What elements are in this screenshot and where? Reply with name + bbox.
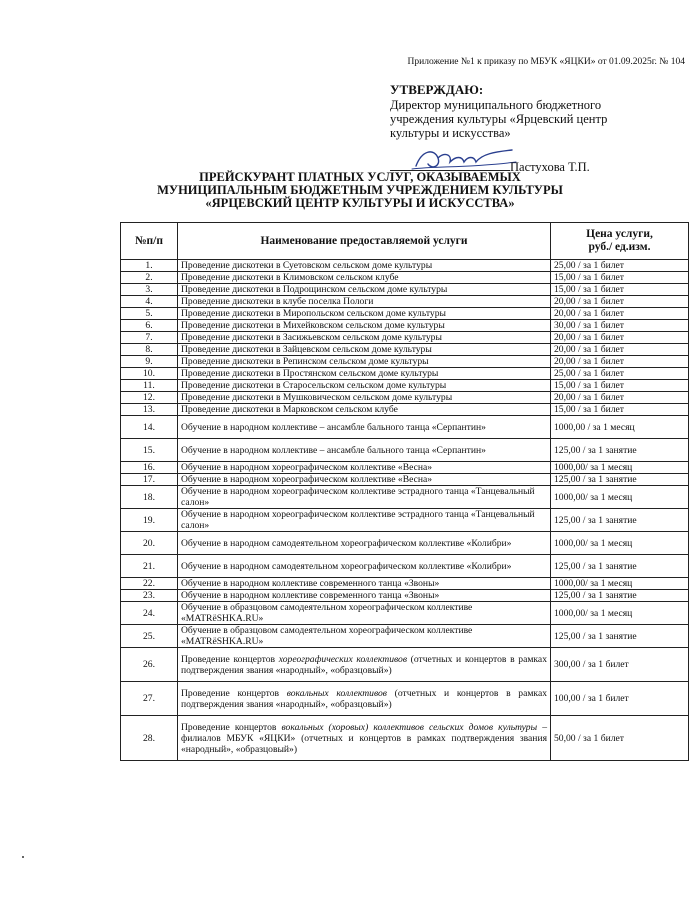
row-price: 125,00 / за 1 занятие xyxy=(551,439,689,462)
row-name-post: (отчетных и концертов в рамках подтверждения звания «народный», «образцовый») xyxy=(181,653,547,676)
row-number: 1. xyxy=(121,260,178,272)
table-row xyxy=(121,625,689,648)
row-service-name: Проведение дискотеки в Подрощинском сельском доме культуры xyxy=(178,284,551,296)
row-service-name: Проведение дискотеки в клубе поселка Пологи xyxy=(178,296,551,308)
table-row xyxy=(121,332,689,344)
row-price: 100,00 / за 1 билет xyxy=(551,682,689,716)
row-price: 50,00 / за 1 билет xyxy=(551,716,689,761)
row-service-name: Проведение дискотеки в Климовском сельском клубе xyxy=(178,272,551,284)
row-price: 15,00 / за 1 билет xyxy=(551,404,689,416)
row-price: 1000,00 / за 1 месяц xyxy=(551,416,689,439)
row-number: 18. xyxy=(121,486,178,509)
row-service-name: Обучение в образцовом самодеятельном хореографическом коллективе «MATRёSHKA.RU» xyxy=(178,602,551,625)
row-service-name: Обучение в народном самодеятельном хореографическом коллективе «Колибри» xyxy=(178,532,551,555)
row-price: 20,00 / за 1 билет xyxy=(551,296,689,308)
row-price: 15,00 / за 1 билет xyxy=(551,380,689,392)
row-service-name: Проведение дискотеки в Засижьевском сельском доме культуры xyxy=(178,332,551,344)
row-number: 8. xyxy=(121,344,178,356)
row-service-name: Обучение в народном коллективе – ансамбле бального танца «Серпантин» xyxy=(178,439,551,462)
row-number: 13. xyxy=(121,404,178,416)
table-row xyxy=(121,474,689,486)
row-number: 27. xyxy=(121,682,178,716)
row-number: 5. xyxy=(121,308,178,320)
row-service-name: Обучение в народном коллективе современного танца «Звоны» xyxy=(178,590,551,602)
row-name-italic: хореографических коллективов xyxy=(278,653,407,665)
table-row xyxy=(121,648,689,682)
row-number: 25. xyxy=(121,625,178,648)
row-number: 2. xyxy=(121,272,178,284)
approval-block xyxy=(390,83,690,176)
row-name-italic: вокальных коллективов xyxy=(286,687,387,699)
row-service-name: Проведение дискотеки в Зайцевском сельском доме культуры xyxy=(178,344,551,356)
row-number: 17. xyxy=(121,474,178,486)
title-line-2: МУНИЦИПАЛЬНЫМ БЮДЖЕТНЫМ УЧРЕЖДЕНИЕМ КУЛЬТУРЫ xyxy=(157,183,563,197)
row-name-pre: Проведение концертов xyxy=(181,721,282,733)
row-price: 1000,00/ за 1 месяц xyxy=(551,486,689,509)
row-price: 20,00 / за 1 билет xyxy=(551,344,689,356)
header-price-line-1: Цена услуги, xyxy=(586,228,653,240)
table-row xyxy=(121,532,689,555)
row-number: 26. xyxy=(121,648,178,682)
row-price: 125,00 / за 1 занятие xyxy=(551,555,689,578)
row-number: 10. xyxy=(121,368,178,380)
table-row xyxy=(121,439,689,462)
header-num: №п/п xyxy=(121,223,178,260)
table-row xyxy=(121,416,689,439)
row-number: 6. xyxy=(121,320,178,332)
row-number: 4. xyxy=(121,296,178,308)
row-service-name: Обучение в народном хореографическом коллективе эстрадного танца «Танцевальный салон» xyxy=(178,486,551,509)
row-number: 15. xyxy=(121,439,178,462)
row-price: 20,00 / за 1 билет xyxy=(551,392,689,404)
table-row xyxy=(121,486,689,509)
row-price: 15,00 / за 1 билет xyxy=(551,272,689,284)
table-row xyxy=(121,368,689,380)
row-number: 11. xyxy=(121,380,178,392)
row-price: 20,00 / за 1 билет xyxy=(551,356,689,368)
row-name-pre: Проведение концертов xyxy=(181,653,279,665)
row-price: 1000,00/ за 1 месяц xyxy=(551,462,689,474)
row-number: 9. xyxy=(121,356,178,368)
row-price: 1000,00/ за 1 месяц xyxy=(551,532,689,555)
table-row xyxy=(121,392,689,404)
header-price xyxy=(551,223,689,260)
table-row xyxy=(121,590,689,602)
table-row xyxy=(121,555,689,578)
row-service-name: Проведение дискотеки в Старосельском сельском доме культуры xyxy=(178,380,551,392)
document-title xyxy=(120,171,600,210)
approval-position-line-2: учреждения культуры «Ярцевский центр xyxy=(390,112,608,126)
table-row xyxy=(121,260,689,272)
row-number: 7. xyxy=(121,332,178,344)
row-price: 25,00 / за 1 билет xyxy=(551,260,689,272)
table-row xyxy=(121,602,689,625)
table-row xyxy=(121,320,689,332)
approval-title: УТВЕРЖДАЮ: xyxy=(390,82,484,97)
row-name-pre: Проведение концертов xyxy=(181,687,287,699)
row-price: 300,00 / за 1 билет xyxy=(551,648,689,682)
price-table xyxy=(120,222,689,761)
table-row xyxy=(121,272,689,284)
row-service-name: Обучение в народном хореографическом коллективе «Весна» xyxy=(178,474,551,486)
header-price-line-2: руб./ ед.изм. xyxy=(588,241,651,253)
table-row xyxy=(121,344,689,356)
scan-speck xyxy=(22,856,24,858)
row-number: 23. xyxy=(121,590,178,602)
row-service-name: Обучение в образцовом самодеятельном хореографическом коллективе «MATRёSHKA.RU» xyxy=(178,625,551,648)
table-header-row xyxy=(121,223,689,260)
table-row xyxy=(121,380,689,392)
row-number: 12. xyxy=(121,392,178,404)
appendix-note: Приложение №1 к приказу по МБУК «ЯЦКИ» от 01.09.2025г. № 104 xyxy=(407,57,685,67)
row-number: 19. xyxy=(121,509,178,532)
row-price: 1000,00/ за 1 месяц xyxy=(551,578,689,590)
row-service-name: Проведение дискотеки в Михейковском сельском доме культуры xyxy=(178,320,551,332)
table-body xyxy=(121,260,689,761)
row-service-name: Проведение дискотеки в Марковском сельском клубе xyxy=(178,404,551,416)
row-price: 20,00 / за 1 билет xyxy=(551,308,689,320)
table-row xyxy=(121,284,689,296)
row-service-name: Проведение дискотеки в Простянском сельском доме культуры xyxy=(178,368,551,380)
row-service-name: Обучение в народном хореографическом коллективе эстрадного танца «Танцевальный салон» xyxy=(178,509,551,532)
row-service-name xyxy=(178,716,551,761)
table-row xyxy=(121,404,689,416)
table-row xyxy=(121,509,689,532)
row-name-post: – филиалов МБУК «ЯЦКИ» (отчетных и концертов в рамках подтверждения звания «народный», «образцовый») xyxy=(181,721,547,755)
row-service-name xyxy=(178,648,551,682)
row-price: 125,00 / за 1 занятие xyxy=(551,625,689,648)
row-service-name: Проведение дискотеки в Миропольском сельском доме культуры xyxy=(178,308,551,320)
row-number: 14. xyxy=(121,416,178,439)
row-service-name: Обучение в народном хореографическом коллективе «Весна» xyxy=(178,462,551,474)
row-price: 20,00 / за 1 билет xyxy=(551,332,689,344)
title-line-1: ПРЕЙСКУРАНТ ПЛАТНЫХ УСЛУГ, ОКАЗЫВАЕМЫХ xyxy=(199,170,521,184)
approval-position-line-1: Директор муниципального бюджетного xyxy=(390,98,602,112)
table-row xyxy=(121,462,689,474)
row-number: 21. xyxy=(121,555,178,578)
row-price: 15,00 / за 1 билет xyxy=(551,284,689,296)
table-row xyxy=(121,356,689,368)
row-number: 3. xyxy=(121,284,178,296)
row-number: 16. xyxy=(121,462,178,474)
row-number: 24. xyxy=(121,602,178,625)
row-service-name xyxy=(178,682,551,716)
row-number: 22. xyxy=(121,578,178,590)
table-row xyxy=(121,308,689,320)
table-row xyxy=(121,578,689,590)
table-row xyxy=(121,682,689,716)
row-name-post: (отчетных и концертов в рамках подтверждения звания «народный», «образцовый») xyxy=(181,687,548,710)
row-price: 125,00 / за 1 занятие xyxy=(551,474,689,486)
row-service-name: Проведение дискотеки в Мушковическом сельском доме культуры xyxy=(178,392,551,404)
row-service-name: Проведение дискотеки в Репинском сельском доме культуры xyxy=(178,356,551,368)
row-price: 125,00 / за 1 занятие xyxy=(551,590,689,602)
row-price: 125,00 / за 1 занятие xyxy=(551,509,689,532)
header-name: Наименование предоставляемой услуги xyxy=(178,223,551,260)
table-row xyxy=(121,296,689,308)
row-number: 20. xyxy=(121,532,178,555)
row-service-name: Обучение в народном коллективе – ансамбле бального танца «Серпантин» xyxy=(178,416,551,439)
row-service-name: Обучение в народном самодеятельном хореографическом коллективе «Колибри» xyxy=(178,555,551,578)
row-name-italic: вокальных (хоровых) коллективов сельских домов культуры xyxy=(281,721,538,733)
approval-position-line-3: культуры и искусства» xyxy=(390,126,511,140)
row-number: 28. xyxy=(121,716,178,761)
row-price: 30,00 / за 1 билет xyxy=(551,320,689,332)
row-price: 25,00 / за 1 билет xyxy=(551,368,689,380)
row-price: 1000,00/ за 1 месяц xyxy=(551,602,689,625)
table-row xyxy=(121,716,689,761)
row-service-name: Обучение в народном коллективе современного танца «Звоны» xyxy=(178,578,551,590)
director-name: Пастухова Т.П. xyxy=(510,160,590,174)
row-service-name: Проведение дискотеки в Суетовском сельском доме культуры xyxy=(178,260,551,272)
title-line-3: «ЯРЦЕВСКИЙ ЦЕНТР КУЛЬТУРЫ И ИСКУССТВА» xyxy=(205,196,515,210)
